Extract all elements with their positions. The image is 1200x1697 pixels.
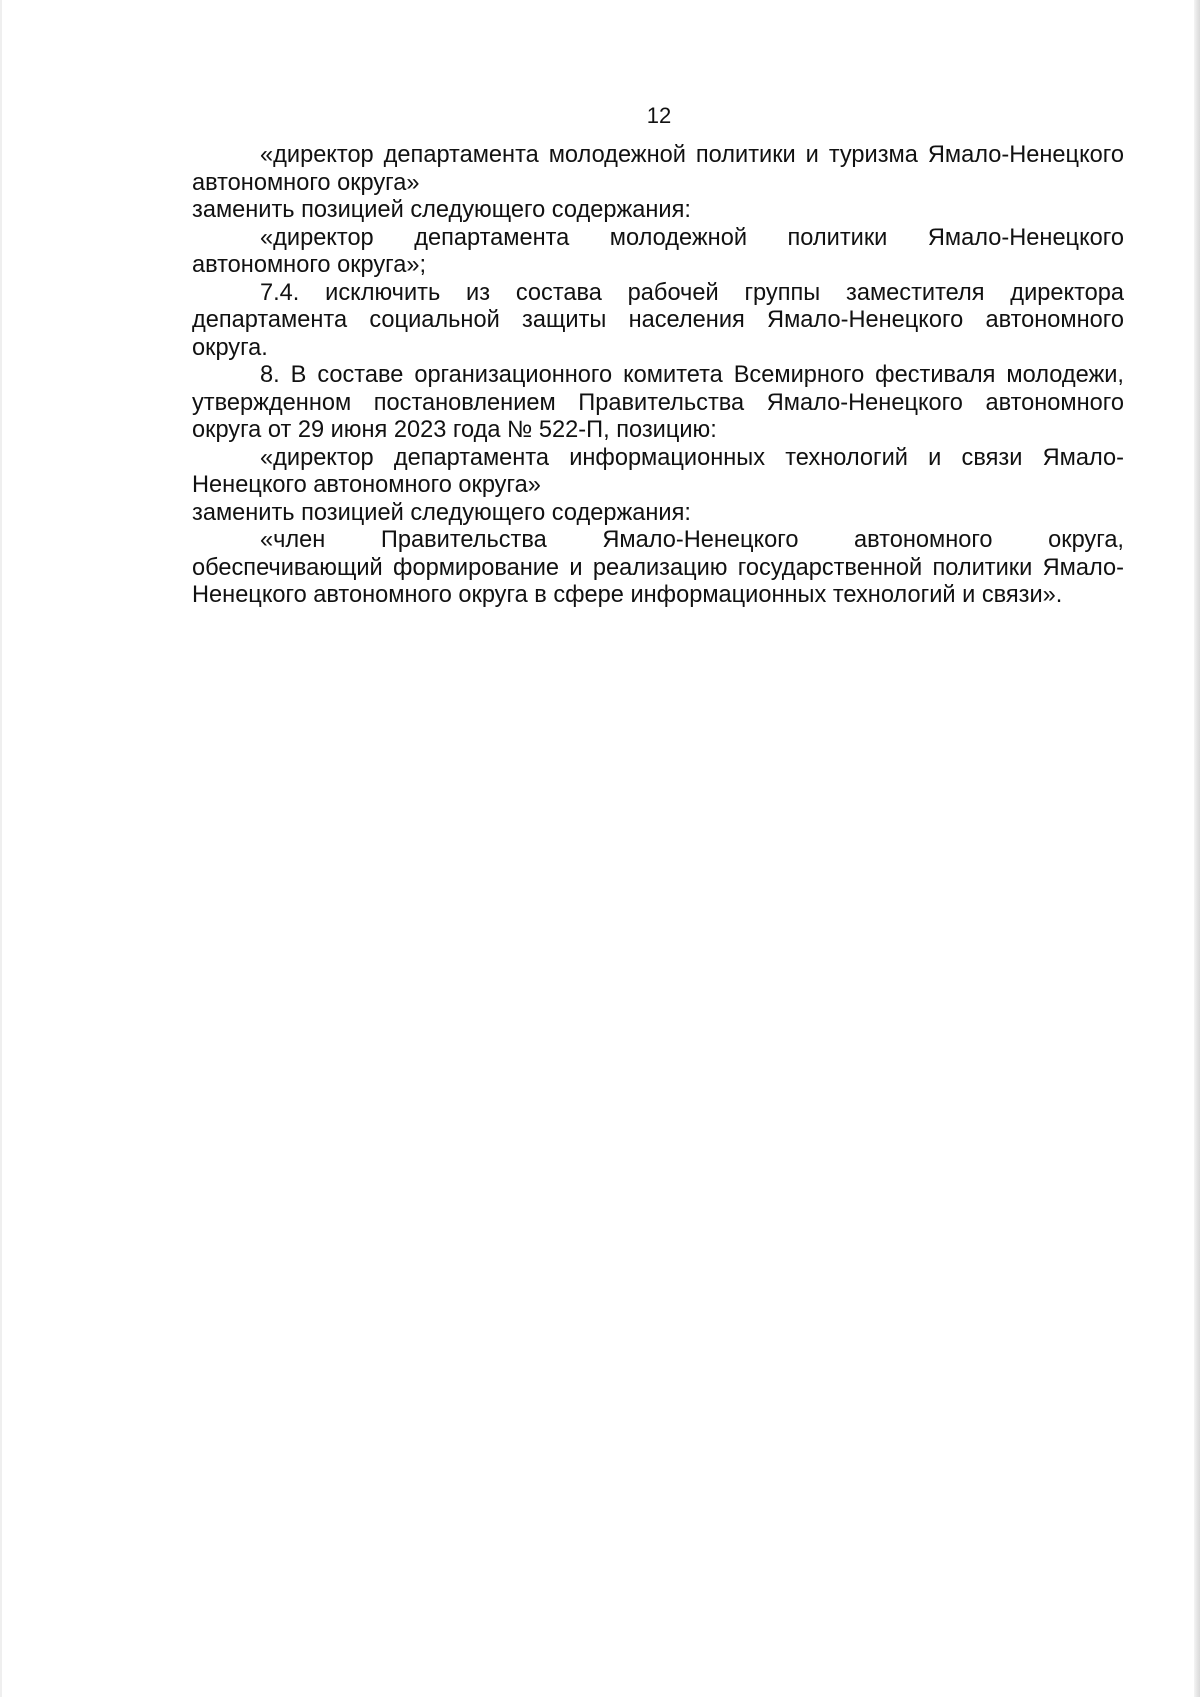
paragraph-2: заменить позицией следующего содержания: bbox=[192, 197, 691, 223]
paragraph-1: «директор департамента молодежной политики и туризма Ямало-Ненецкого автономного округа» bbox=[192, 142, 1124, 196]
paragraph-5: 8. В составе организационного комитета Всемирного фестиваля молодежи, утвержденном постановлением Правительства Ямало-Ненецкого автономного округа от 29 июня 2023 года № 522-П, позицию: bbox=[192, 362, 1124, 443]
paragraph-3: «директор департамента молодежной политики Ямало-Ненецкого автономного округа»; bbox=[192, 224, 1124, 278]
paragraph-6: «директор департамента информационных технологий и связи Ямало-Ненецкого автономного округа» bbox=[192, 444, 1124, 498]
paragraph-7: заменить позицией следующего содержания: bbox=[192, 499, 691, 526]
scan-left-edge bbox=[0, 0, 2, 1697]
document-body bbox=[192, 142, 1124, 610]
paragraph-4: 7.4. исключить из состава рабочей группы заместителя директора департамента социальной защиты населения Ямало-Ненецкого автономного округа. bbox=[192, 279, 1124, 361]
scan-right-edge bbox=[1194, 0, 1200, 1697]
paragraph-8: «член Правительства Ямало-Ненецкого автономного округа, обеспечивающий формирование и реализацию государственной политики Ямало-Ненецкого автономного округа в сфере информационных технологий и связи». bbox=[192, 527, 1124, 608]
page-number: 12 bbox=[646, 103, 672, 128]
